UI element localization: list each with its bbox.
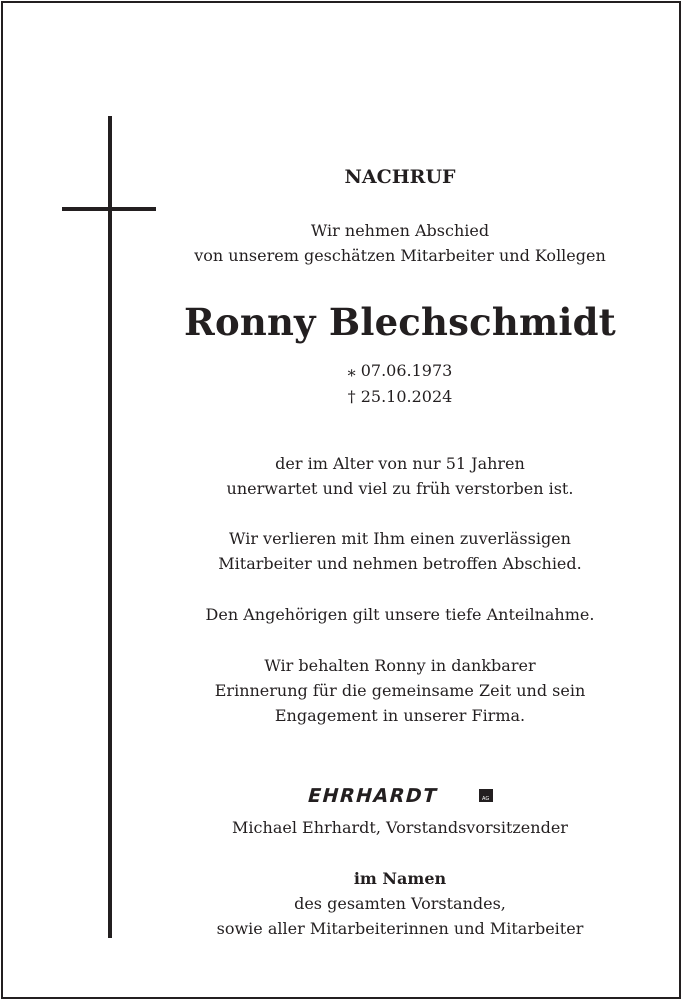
heading: NACHRUF — [344, 166, 456, 188]
paragraph-2-line-1: Wir verlieren mit Ihm einen zuverlässigen — [229, 529, 571, 548]
logo-wordmark: EHRHARDT — [305, 784, 441, 806]
cross-vertical-bar — [108, 116, 112, 938]
birth-date: ⁎ 07.06.1973 — [347, 361, 453, 380]
paragraph-1-line-2: unerwartet und viel zu früh verstorben ist. — [226, 479, 574, 498]
paragraph-4-line-1: Wir behalten Ronny in dankbarer — [264, 656, 536, 675]
logo-suffix: AG — [482, 796, 490, 802]
paragraph-4-line-3: Engagement in unserer Firma. — [274, 706, 526, 725]
intro-line-2: von unserem geschätzen Mitarbeiter und Kollegen — [194, 246, 606, 265]
ehrhardt-logo-mark — [303, 784, 497, 806]
intro-line-1: Wir nehmen Abschied — [310, 221, 490, 240]
death-date: † 25.10.2024 — [347, 387, 453, 406]
page-border — [1, 1, 681, 999]
paragraph-1-line-1: der im Alter von nur 51 Jahren — [275, 454, 525, 473]
on-behalf: im Namen — [353, 869, 447, 888]
signer: Michael Ehrhardt, Vorstandsvorsitzender — [232, 818, 568, 837]
paragraph-4-line-2: Erinnerung für die gemeinsame Zeit und sein — [214, 681, 586, 700]
cross-horizontal-bar — [62, 207, 156, 211]
closing-line-1: des gesamten Vorstandes, — [294, 894, 506, 913]
closing-line-2: sowie aller Mitarbeiterinnen und Mitarbeiter — [216, 919, 584, 938]
deceased-name: Ronny Blechschmidt — [184, 300, 616, 344]
paragraph-3-line-1: Den Angehörigen gilt unsere tiefe Anteilnahme. — [205, 605, 595, 624]
company-logo — [150, 784, 650, 810]
paragraph-2-line-2: Mitarbeiter und nehmen betroffen Abschied. — [218, 554, 582, 573]
